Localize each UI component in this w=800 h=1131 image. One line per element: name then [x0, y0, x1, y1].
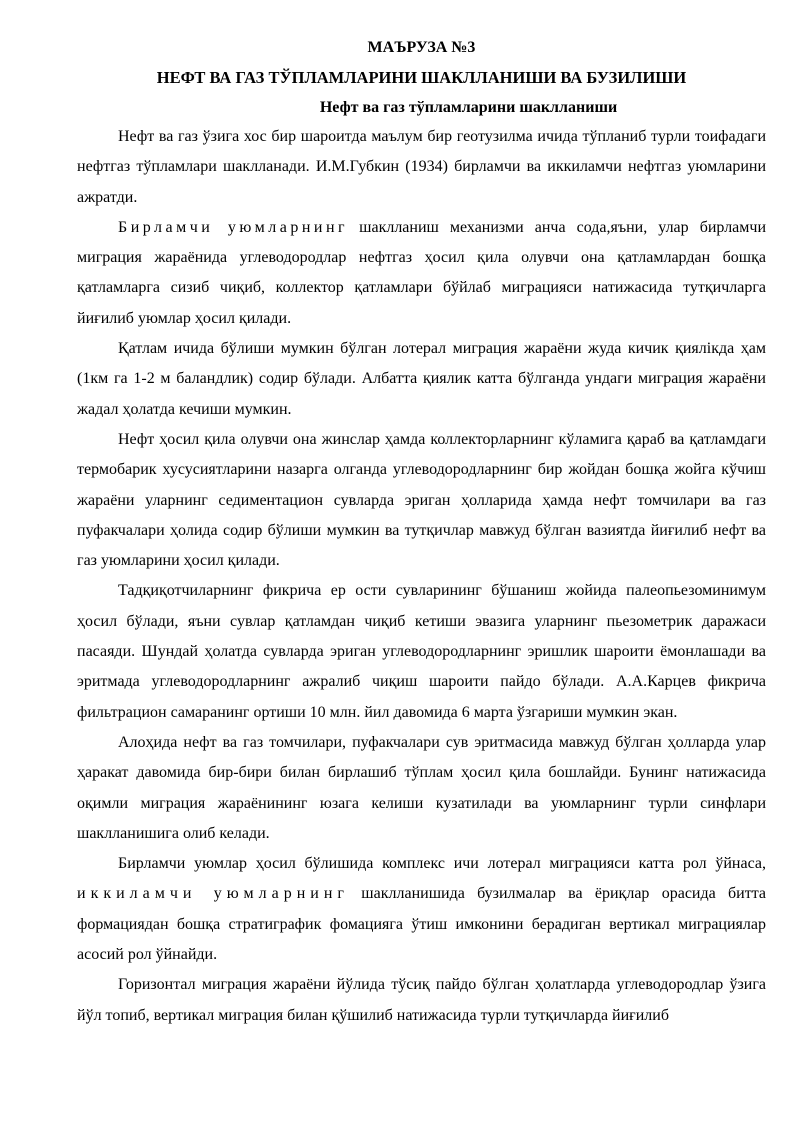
paragraph-8: Горизонтал миграция жараёни йўлида тўсиқ пайдо бўлган ҳолатларда углеводородлар ўзига йўл топиб, вертикал миграция билан қўшилиб натижасида турли тутқичларда йиғилиб — [77, 976, 766, 1024]
paragraph-1: Нефт ва газ ўзига хос бир шароитда маълум бир геотузилма ичида тўпланиб турли тоифадаги нефтгаз тўпламлари шаклланади. И.М.Губкин (1934) бирламчи ва иккиламчи нефтгаз уюмларини ажратди. — [77, 128, 766, 206]
paragraph-3: Қатлам ичида бўлиши мумкин бўлган лотерал миграция жараёни жуда кичик қиялікда ҳам (1км га 1-2 м баландлик) содир бўлади. Албатта қиялик катта бўлганда ундаги миграция жараёни жадал ҳолатда кечиши мумкин. — [77, 340, 766, 418]
document-title: НЕФТ ВА ГАЗ ТЎПЛАМЛАРИНИ ШАКЛЛАНИШИ ВА БУЗИЛИШИ — [156, 68, 687, 87]
paragraph-5: Тадқиқотчиларнинг фикрича ер ости сувларининг бўшаниш жойида палеопьезоминимум ҳосил бўлади, яъни сувлар қатламдан чиқиб кетиши эвазига уларнинг пьезометрик даражаси пасаяди. Шундай ҳолатда сувларда эриган углеводородларнинг эришлик шароити ёмонлашади ва эритмада углеводородларнинг ажралиб чиқиш шароити пайдо бўлади. А.А.Карцев фикрича фильтрацион самаранинг ортиши 10 млн. йил давомида 6 марта ўзгариши мумкин экан. — [77, 582, 766, 721]
paragraph-2 — [77, 213, 766, 334]
paragraph-6: Алоҳида нефт ва газ томчилари, пуфакчалари сув эритмасида мавжуд бўлган ҳолларда улар ҳаракат давомида бир-бири билан бирлашиб тўплам ҳосил қила бошлайди. Бунинг натижасида оқимли миграция жараёнининг юзага келиши кузатилади ва уюмларнинг турли синфлари шаклланишига олиб келади. — [77, 733, 766, 842]
section-subtitle: Нефт ва газ тўпламларини шаклланиши — [319, 99, 618, 116]
spaced-term-secondary-deposits: иккиламчи уюмларнинг — [77, 885, 349, 903]
paragraph-4: Нефт ҳосил қила олувчи она жинслар ҳамда коллекторларнинг кўламига қараб ва қатламдаги термобарик хусусиятларини назарга олганда углеводородларнинг бир жойдан бошқа жойга кўчиш жараёни уларнинг седиментацион сувларда эриган ҳолларида ҳамда нефт томчилари ва газ пуфакчалари ҳолида содир бўлиши мумкин ва тутқичлар мавжуд бўлган вазиятда йиғилиб нефт ва газ уюмларини ҳосил қилади. — [77, 430, 766, 570]
document-page — [77, 33, 766, 1031]
paragraph-7 — [77, 849, 766, 970]
paragraph-7-start: Бирламчи уюмлар ҳосил бўлишида комплекс ичи лотерал миграцияси катта рол ўйнаса, — [118, 855, 766, 873]
spaced-term-primary-deposits: Бирламчи уюмларнинг — [118, 218, 349, 236]
paragraph-7-text: шаклланишида бузилмалар ва ёриқлар орасида битта формациядан бошқа стратиграфик фомацияга ўтиш имконини берадиган вертикал миграциялар асосий рол ўйнайди. — [77, 885, 766, 964]
paragraph-2-text: шаклланиш механизми анча сода,яъни, улар бирламчи миграция жараёнида углеводородлар нефтгаз ҳосил қила олувчи она қатламлардан бошқа қатламларга сизиб чиқиб, коллектор қатламлари бўйлаб миграцияси натижасида тутқичларга йиғилиб уюмлар ҳосил қилади. — [77, 218, 767, 327]
lecture-number: МАЪРУЗА №3 — [367, 39, 476, 56]
